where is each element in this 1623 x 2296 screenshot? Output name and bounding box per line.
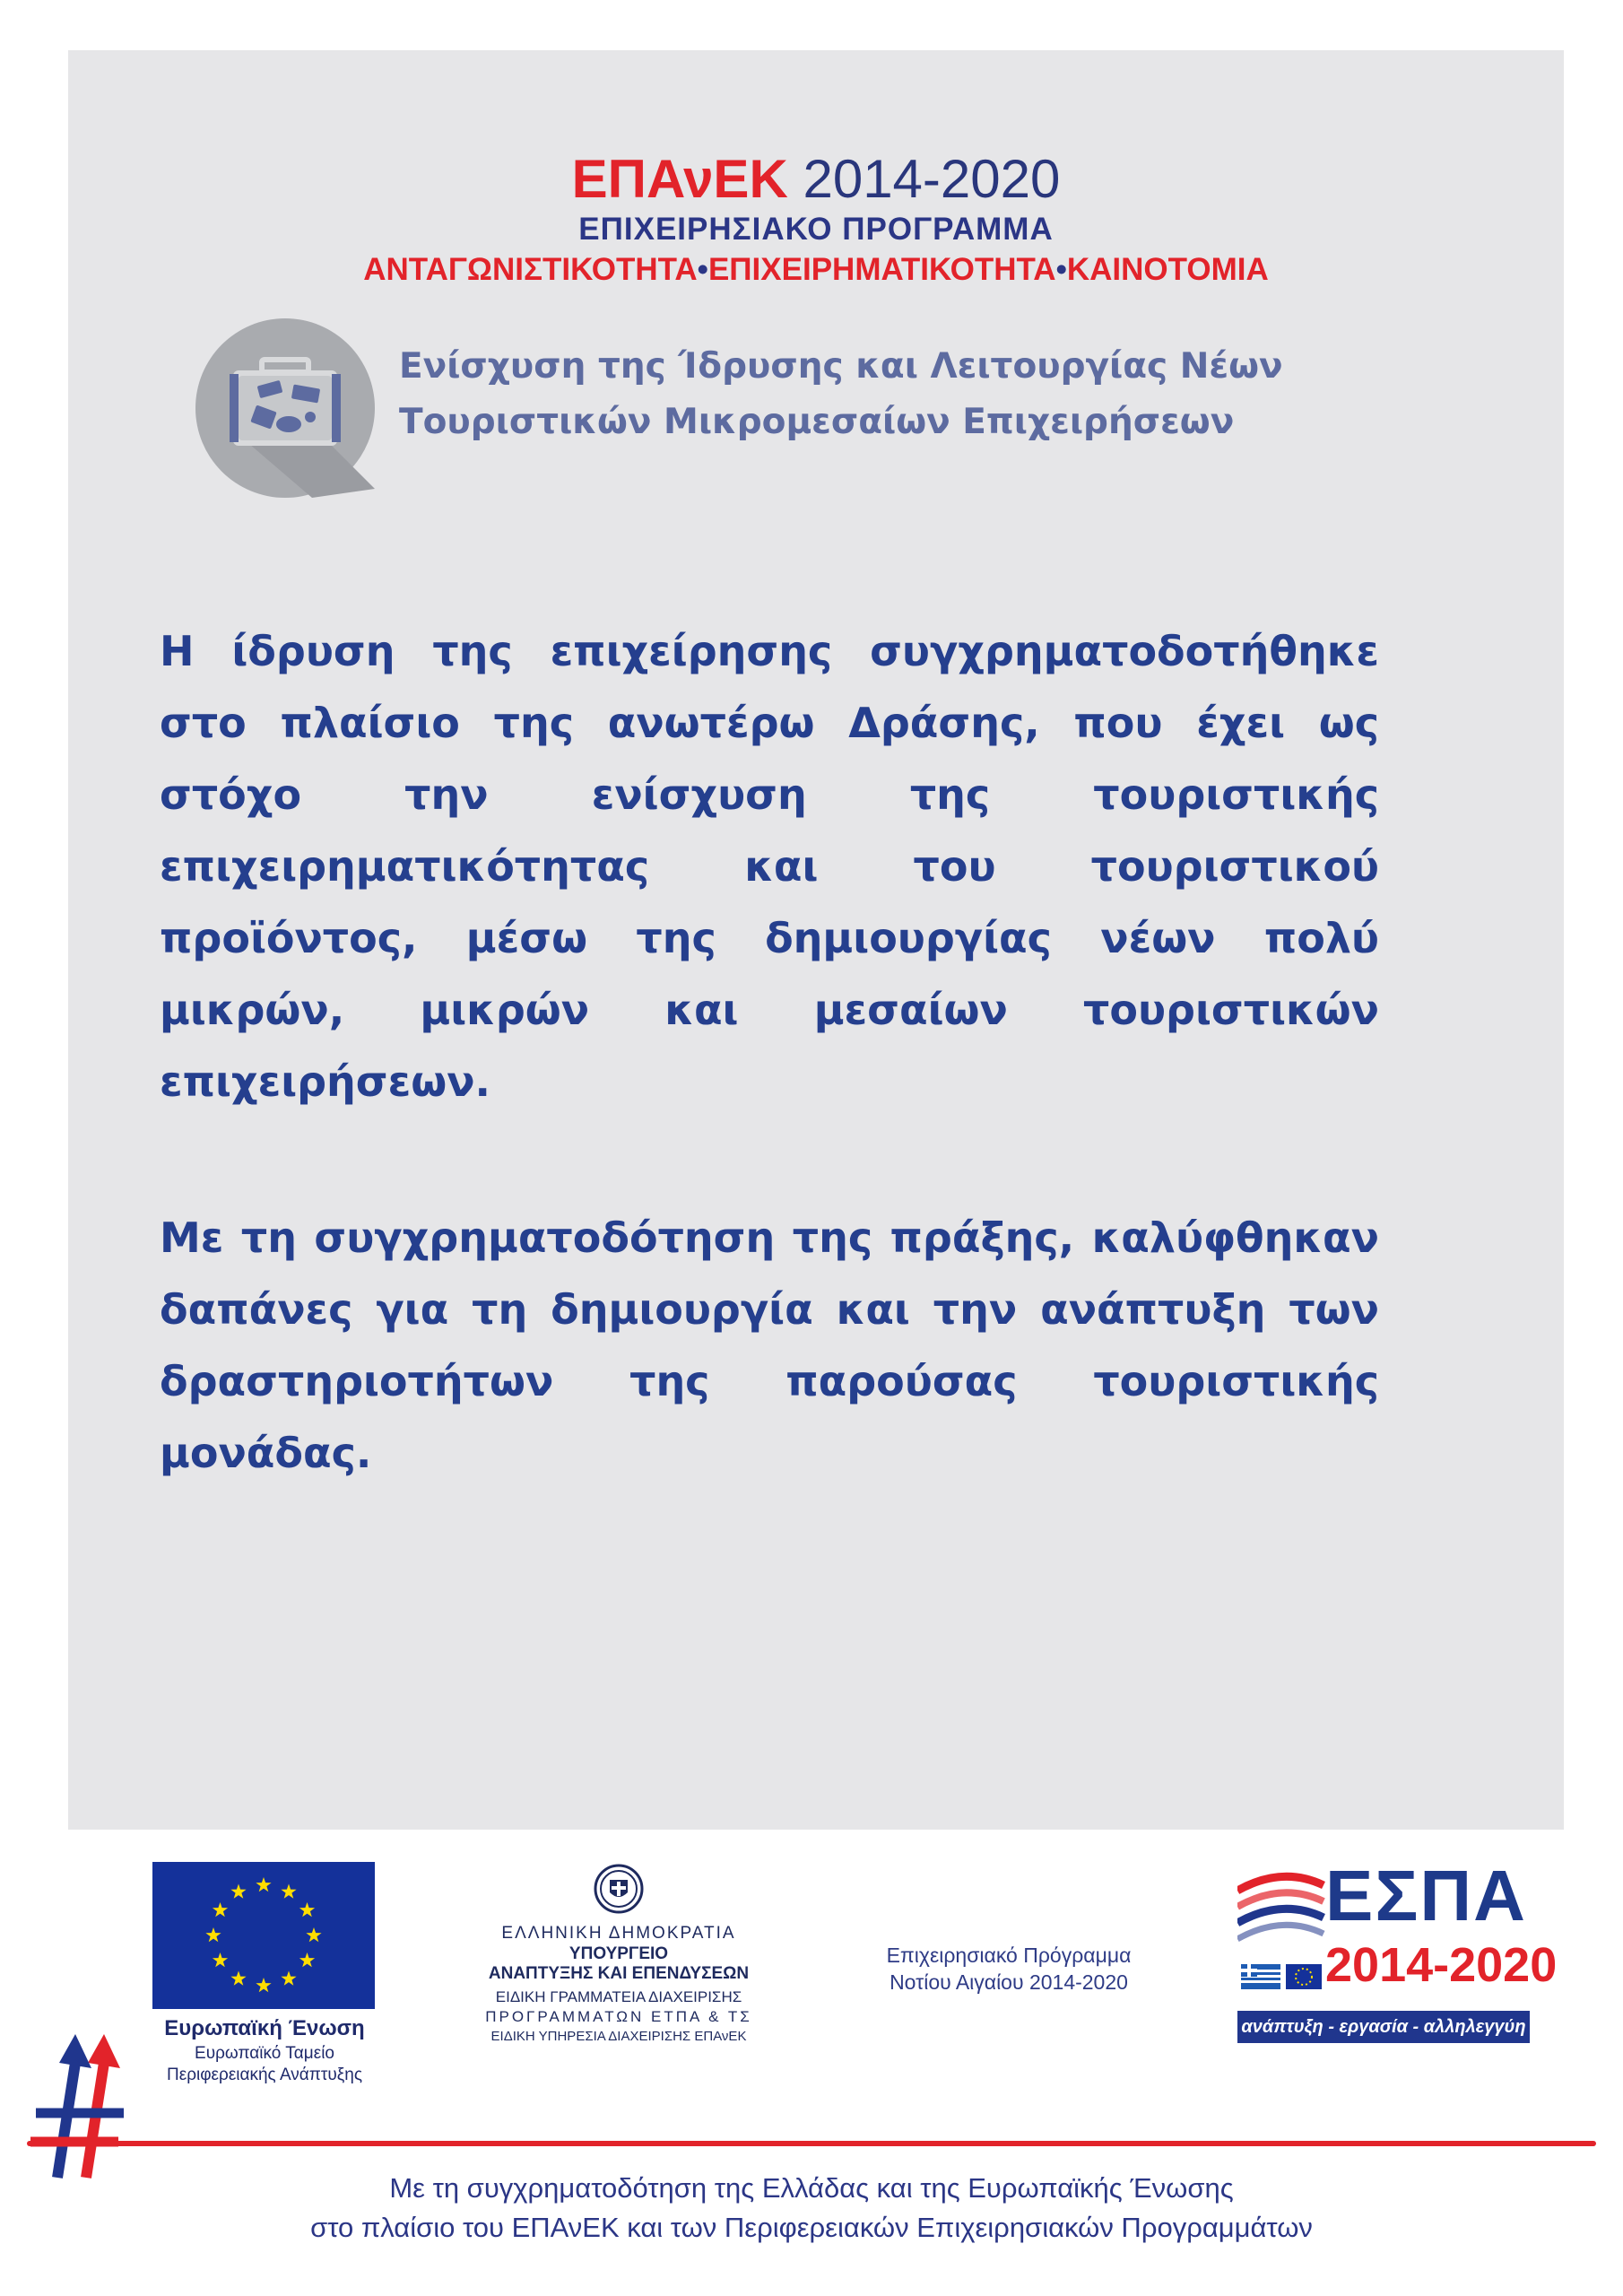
gov-line-6: ΕΙΔΙΚΗ ΥΠΗΡΕΣΙΑ ΔΙΑΧΕΙΡΙΣΗΣ ΕΠΑνΕΚ <box>490 2029 747 2044</box>
gov-line-5: ΠΡΟΓΡΑΜΜΑΤΩΝ ΕΤΠΑ & ΤΣ <box>485 2008 752 2025</box>
gov-line-4: ΕΙΔΙΚΗ ΓΡΑΜΜΑΤΕΙΑ ΔΙΑΧΕΙΡΙΣΗΣ <box>495 1988 742 2005</box>
program-brand: ΕΠΑνΕΚ <box>571 149 788 209</box>
program-subtitle: ΕΠΙΧΕΙΡΗΣΙΑΚΟ ΠΡΟΓΡΑΜΜΑ <box>578 212 1054 247</box>
espa-tagline: ανάπτυξη - εργασία - αλληλεγγύη <box>1237 2011 1530 2043</box>
suitcase-icon <box>195 318 375 498</box>
op-line2: Νοτίου Αιγαίου 2014-2020 <box>890 1970 1128 1994</box>
program-logo-title <box>68 149 1564 210</box>
body-paragraph-1: Η ίδρυση της επιχείρησης συγχρηματοδοτήθηκε στο πλαίσιο της ανωτέρω Δράσης, που έχει ως στόχο την ενίσχυση της τουριστικής επιχειρηματικότητας και του τουριστικού προϊόντος, μέσω της δημιουργίας νέων πολύ μικρών, μικρών και μεσαίων τουριστικών επιχειρήσεων. <box>160 627 1379 1106</box>
ministry-logo <box>395 1923 843 2047</box>
pillar-entrepreneurship: ΕΠΙΧΕΙΡΗΜΑΤΙΚΟΤΗΤΑ <box>707 252 1056 287</box>
pillar-competitiveness: ΑΝΤΑΓΩΝΙΣΤΙΚΟΤΗΤΑ <box>363 252 698 287</box>
program-years: 2014-2020 <box>803 149 1061 209</box>
gov-line-1: ΕΛΛΗΝΙΚΗ ΔΗΜΟΚΡΑΤΙΑ <box>501 1924 736 1943</box>
gov-line-2: ΥΠΟΥΡΓΕΙΟ <box>568 1944 669 1963</box>
action-title-line2: Τουριστικών Μικρομεσαίων Επιχειρήσεων <box>399 402 1235 442</box>
cofinancing-credit <box>0 2169 1623 2248</box>
espa-title: ΕΣΠΑ <box>1325 1856 1527 1935</box>
operational-programme-logo <box>834 1942 1184 1996</box>
espa-years: 2014-2020 <box>1325 1938 1558 1992</box>
greek-flag-icon <box>1241 1964 1280 1989</box>
program-header <box>68 149 1564 291</box>
eu-fund <box>135 2043 395 2086</box>
program-pillars <box>68 249 1564 291</box>
credit-line1: Με τη συγχρηματοδότηση της Ελλάδας και της Ευρωπαϊκής Ένωσης <box>389 2172 1234 2204</box>
body-paragraph-2: Με τη συγχρηματοδότηση της πράξης, καλύφθηκαν δαπάνες για τη δημιουργία και την ανάπτυξη των δραστηριοτήτων της παρούσας τουριστικής μονάδας. <box>160 1213 1379 1477</box>
op-line1: Επιχειρησιακό Πρόγραμμα <box>886 1944 1132 1967</box>
eu-fund-line1: Ευρωπαϊκό Ταμείο <box>195 2044 334 2063</box>
eu-mini-flag-icon <box>1286 1964 1322 1989</box>
credit-line2: στο πλαίσιο του ΕΠΑνΕΚ και των Περιφερειακών Επιχειρησιακών Προγραμμάτων <box>310 2212 1313 2243</box>
pillar-separator: • <box>1055 252 1067 287</box>
pillar-separator: • <box>697 252 708 287</box>
eu-flag-logo <box>152 1862 375 2009</box>
pillar-innovation: ΚΑΙΝΟΤΟΜΙΑ <box>1066 252 1269 287</box>
eu-fund-line2: Περιφερειακής Ανάπτυξης <box>167 2066 362 2084</box>
action-title-line1: Ενίσχυση της Ίδρυσης και Λειτουργίας Νέων <box>399 346 1283 387</box>
hellenic-republic-seal-icon <box>594 1864 644 1914</box>
eu-name: Ευρωπαϊκή Ένωση <box>164 2016 365 2040</box>
action-title <box>399 339 1403 450</box>
hashtag-arrow-icon <box>30 2027 129 2188</box>
footer-rule <box>27 2140 1596 2147</box>
gov-line-3: ΑΝΑΠΤΥΞΗΣ ΚΑΙ ΕΠΕΝΔΥΣΕΩΝ <box>488 1964 750 1983</box>
